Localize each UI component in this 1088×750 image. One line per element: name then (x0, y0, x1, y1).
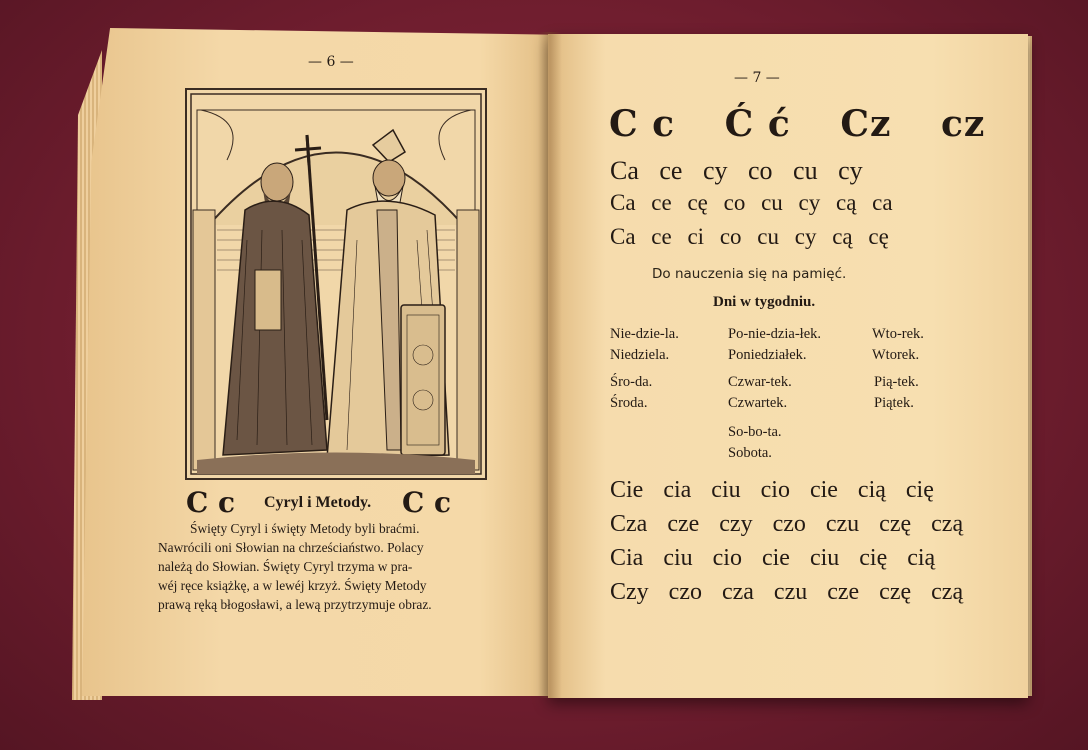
day-word: Środa. (610, 395, 648, 411)
saints-paragraph (158, 519, 493, 614)
day-entry (610, 324, 679, 366)
day-word: Sobota. (728, 445, 772, 461)
day-syllables: Wto-rek. (872, 326, 924, 342)
day-syllables: Nie-dzie-la. (610, 326, 679, 342)
syllable-row: Ca ce cy co cu cy (610, 156, 863, 185)
book-spine-fold (538, 32, 562, 698)
days-of-week-title: Dni w tygodniu. (713, 294, 816, 310)
day-entry (610, 372, 652, 414)
engraving-illustration (187, 90, 485, 478)
day-word: Czwartek. (728, 395, 788, 411)
paragraph-line: Święty Cyryl i święty Metody byli braćmi. (190, 521, 420, 536)
syllable-row: Cza cze czy czo czu czę czą (610, 511, 964, 537)
caption-title: Cyryl i Metody. (264, 494, 372, 511)
syllable-row: Ca ce ci co cu cy cą cę (610, 224, 889, 249)
caption-letter-left: C c (186, 486, 236, 519)
day-syllables: Po-nie-dzia-łek. (728, 326, 822, 342)
syllable-row: Ca ce cę co cu cy cą ca (610, 190, 893, 215)
headline-letters: C c (609, 103, 676, 145)
paragraph-line: należą do Słowian. Święty Cyryl trzyma w pra- (158, 559, 413, 574)
day-syllables: Pią-tek. (874, 374, 919, 390)
day-syllables: So-bo-ta. (728, 424, 782, 440)
caption-letter-right: C c (402, 486, 452, 519)
day-word: Piątek. (874, 395, 914, 411)
day-entry (728, 422, 782, 464)
day-syllables: Śro-da. (610, 374, 653, 390)
headline-letters: Ć ć (724, 103, 791, 145)
memorize-note: Do nauczenia się na pamięć. (652, 266, 847, 282)
syllable-row: Cie cia ciu cio cie cią cię (610, 477, 934, 503)
letter-headline (609, 103, 1021, 145)
right-page-number: — 7 — (734, 70, 780, 86)
day-entry (874, 372, 919, 414)
syllable-row: Czy czo cza czu cze czę czą (610, 579, 964, 605)
day-syllables: Czwar-tek. (728, 374, 792, 390)
left-page-number: — 6 — (308, 54, 354, 70)
syllable-row: Cia ciu cio cie ciu cię cią (610, 545, 936, 571)
day-word: Niedziela. (610, 347, 670, 363)
paragraph-line: wéj ręce książkę, a w lewéj krzyż. Święty Metody (158, 578, 427, 593)
day-word: Wtorek. (872, 347, 920, 363)
paragraph-line: Nawrócili oni Słowian na chrześciaństwo. Polacy (158, 540, 424, 555)
day-entry (872, 324, 924, 366)
saints-engraving (185, 88, 487, 480)
day-entry (728, 324, 821, 366)
headline-letters: Cz (840, 103, 892, 145)
paragraph-line: prawą ręką błogosławi, a lewą przytrzymuje obraz. (158, 597, 432, 612)
day-entry (728, 372, 792, 414)
headline-letters: cz (940, 103, 986, 145)
day-word: Poniedziałek. (728, 347, 807, 363)
